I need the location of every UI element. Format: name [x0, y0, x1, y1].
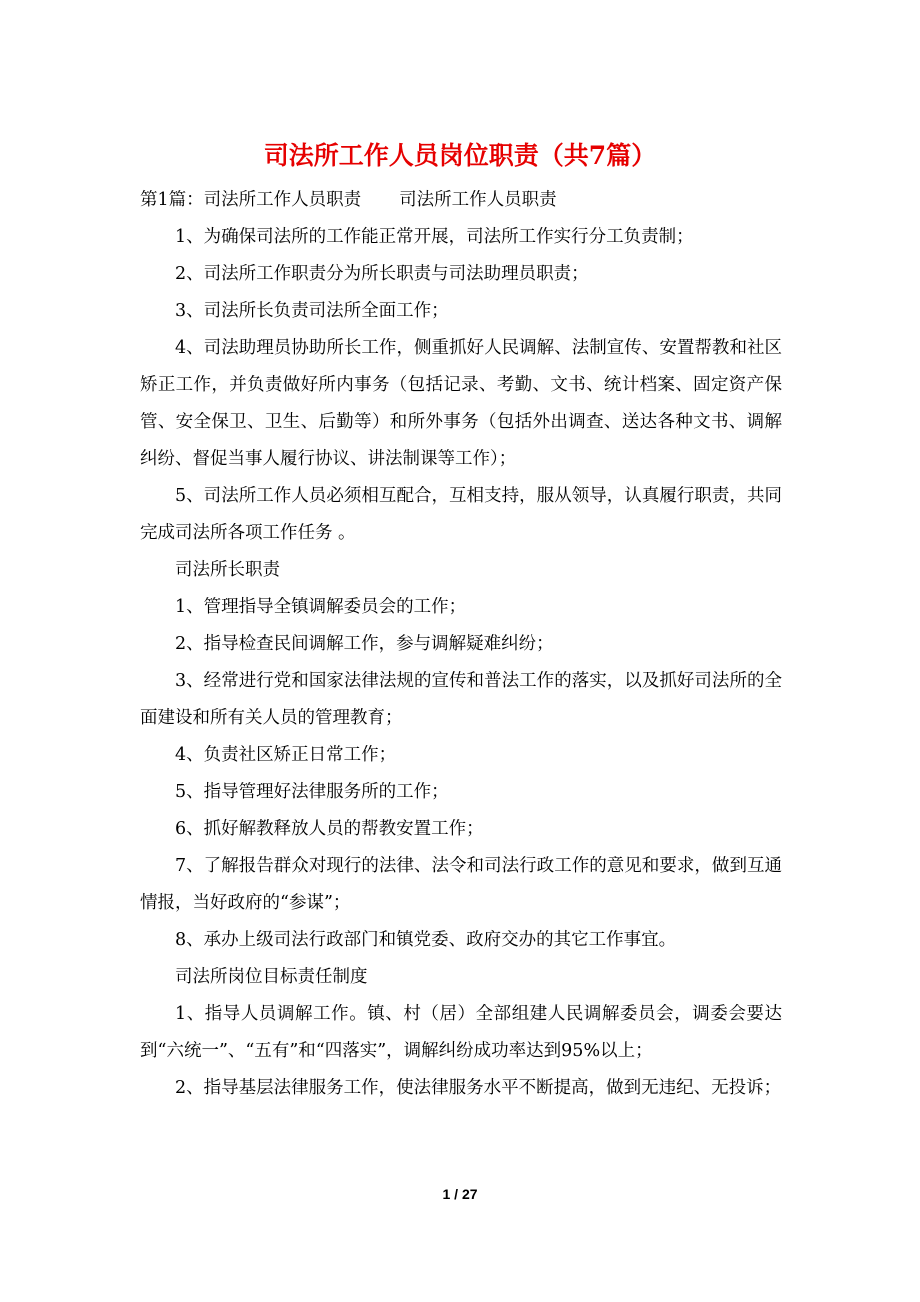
paragraph: 2、司法所工作职责分为所长职责与司法助理员职责；: [175, 264, 589, 284]
paragraph: 7、了解报告群众对现行的法律、法令和司法行政工作的意见和要求，做到互通情报，当好政府的“参谋”；: [140, 856, 782, 913]
paragraph: 4、司法助理员协助所长工作，侧重抓好人民调解、法制宣传、安置帮教和社区矫正工作，并负责做好所内事务（包括记录、考勤、文书、统计档案、固定资产保管、安全保卫、卫生、后勤等）和所外事务（包括外出调查、送达各种文书、调解纠纷、督促当事人履行协议、讲法制课等工作）；: [140, 338, 782, 469]
paragraph: 3、经常进行党和国家法律法规的宣传和普法工作的落实，以及抓好司法所的全面建设和所有关人员的管理教育；: [140, 671, 782, 728]
paragraph: 1、管理指导全镇调解委员会的工作；: [175, 597, 467, 617]
part-heading: 司法所工作人员职责: [399, 190, 557, 210]
paragraph: 4、负责社区矫正日常工作；: [175, 745, 397, 765]
paragraph: 8、承办上级司法行政部门和镇党委、政府交办的其它工作事宜。: [175, 930, 677, 950]
section-heading: 司法所长职责: [175, 560, 280, 580]
paragraph: 3、司法所长负责司法所全面工作；: [175, 301, 449, 321]
paragraph: 2、指导基层法律服务工作，使法律服务水平不断提高，做到无违纪、无投诉；: [175, 1078, 782, 1098]
part-label: 第1篇：司法所工作人员职责: [140, 190, 362, 210]
section-heading: 司法所岗位目标责任制度: [175, 967, 368, 987]
document-title: 司法所工作人员岗位职责（共7篇）: [263, 141, 657, 170]
paragraph: 5、司法所工作人员必须相互配合，互相支持，服从领导，认真履行职责，共同完成司法所各项工作任务 。: [140, 486, 782, 543]
document-body: [140, 182, 782, 1107]
paragraph: 2、指导检查民间调解工作，参与调解疑难纠纷；: [175, 634, 554, 654]
paragraph: 1、为确保司法所的工作能正常开展，司法所工作实行分工负责制；: [175, 227, 694, 247]
page-number: 1 / 27: [442, 1186, 478, 1202]
paragraph: 6、抓好解教释放人员的帮教安置工作；: [175, 819, 484, 839]
part-heading-line: [140, 182, 782, 219]
paragraph: 1、指导人员调解工作。镇、村（居）全部组建人民调解委员会，调委会要达到“六统一”、“五有”和“四落实”，调解纠纷成功率达到95%以上；: [140, 1004, 782, 1061]
paragraph: 5、指导管理好法律服务所的工作；: [175, 782, 449, 802]
